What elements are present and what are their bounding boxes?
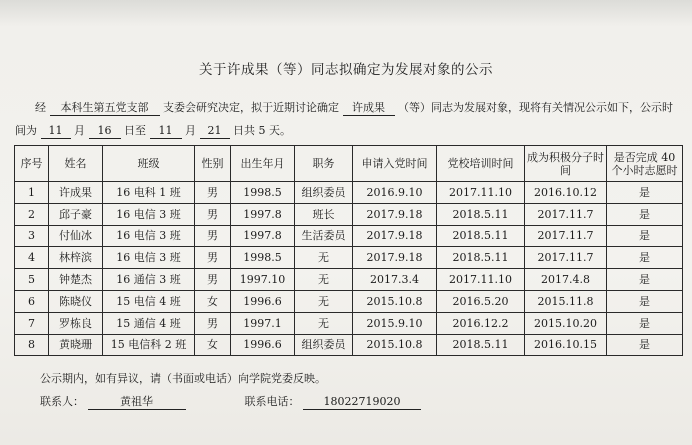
table-cell: 2018.5.11	[437, 334, 525, 356]
table-cell: 男	[195, 247, 231, 269]
table-cell: 16 通信 3 班	[103, 269, 195, 291]
table-cell: 2015.10.20	[525, 312, 607, 334]
table-cell: 男	[195, 182, 231, 204]
table-cell: 15 通信 4 班	[103, 312, 195, 334]
month-label: 月	[74, 124, 85, 137]
table-cell: 付仙冰	[49, 225, 103, 247]
end-day: 21	[200, 123, 230, 139]
table-cell: 1996.6	[231, 334, 295, 356]
table-cell: 2017.11.10	[437, 182, 525, 204]
table-cell: 2018.5.11	[437, 225, 525, 247]
period-prefix: 间为	[15, 124, 37, 137]
page-title: 关于许成果（等）同志拟确定为发展对象的公示	[199, 62, 493, 78]
table-cell: 15 电信科 2 班	[103, 334, 195, 356]
intro-suffix: （等）同志为发展对象，现将有关情况公示如下，公示时	[398, 101, 673, 114]
contact-label: 联系人：	[40, 395, 84, 408]
table-cell: 2016.9.10	[353, 182, 437, 204]
table-cell: 钟楚杰	[49, 269, 103, 291]
col-header: 性别	[195, 146, 231, 182]
col-header: 职务	[295, 146, 353, 182]
table-cell: 2016.5.20	[437, 290, 525, 312]
table-cell: 无	[295, 312, 353, 334]
period-suffix: 日共 5 天。	[233, 124, 291, 137]
table-cell: 7	[15, 312, 49, 334]
table-cell: 16 电信 3 班	[103, 247, 195, 269]
month-label-2: 月	[185, 124, 196, 137]
table-cell: 女	[195, 334, 231, 356]
intro-line-1	[15, 96, 680, 119]
table-cell: 2	[15, 203, 49, 225]
col-header: 申请入党时间	[353, 146, 437, 182]
table-cell: 男	[195, 225, 231, 247]
col-header: 是否完成 40 个小时志愿时	[607, 146, 683, 182]
table-cell: 无	[295, 269, 353, 291]
table-cell: 男	[195, 203, 231, 225]
table-header-row	[15, 146, 683, 182]
table-cell: 2017.11.7	[525, 247, 607, 269]
col-header: 序号	[15, 146, 49, 182]
table-cell: 2017.4.8	[525, 269, 607, 291]
table-cell: 1998.5	[231, 247, 295, 269]
table-cell: 是	[607, 203, 683, 225]
table-cell: 8	[15, 334, 49, 356]
table-body	[15, 182, 683, 356]
table-cell: 2017.11.7	[525, 225, 607, 247]
table-cell: 2017.11.10	[437, 269, 525, 291]
table-cell: 3	[15, 225, 49, 247]
table-cell: 男	[195, 269, 231, 291]
table-cell: 6	[15, 290, 49, 312]
table-cell: 是	[607, 334, 683, 356]
table-cell: 是	[607, 225, 683, 247]
intro-prefix: 经	[35, 101, 46, 114]
intro-paragraph	[15, 96, 680, 142]
col-header: 出生年月	[231, 146, 295, 182]
start-month: 11	[41, 123, 71, 139]
table-row	[15, 203, 683, 225]
col-header: 成为积极分子时间	[525, 146, 607, 182]
table-cell: 2015.11.8	[525, 290, 607, 312]
start-day: 16	[89, 123, 121, 139]
table-row	[15, 334, 683, 356]
table-cell: 黄晓珊	[49, 334, 103, 356]
table-cell: 2015.9.10	[353, 312, 437, 334]
table-cell: 无	[295, 247, 353, 269]
contact-name: 黄祖华	[88, 394, 186, 410]
intro-line-2	[15, 119, 680, 142]
table-cell: 是	[607, 312, 683, 334]
table-cell: 女	[195, 290, 231, 312]
table-cell: 2015.10.8	[353, 334, 437, 356]
objection-notice: 公示期内，如有异议，请（书面或电话）向学院党委反映。	[40, 372, 326, 385]
table-row	[15, 247, 683, 269]
col-header: 姓名	[49, 146, 103, 182]
phone-number: 18022719020	[303, 394, 421, 410]
table-cell: 2017.11.7	[525, 203, 607, 225]
end-month: 11	[150, 123, 182, 139]
col-header: 党校培训时间	[437, 146, 525, 182]
table-cell: 班长	[295, 203, 353, 225]
candidate-name: 许成果	[343, 100, 395, 116]
candidates-table	[14, 145, 683, 356]
table-cell: 无	[295, 290, 353, 312]
table-cell: 1997.8	[231, 225, 295, 247]
phone-label: 联系电话：	[244, 395, 300, 408]
table-row	[15, 182, 683, 204]
table-row	[15, 312, 683, 334]
table-cell: 男	[195, 312, 231, 334]
table-cell: 组织委员	[295, 182, 353, 204]
table-cell: 16 电科 1 班	[103, 182, 195, 204]
table-cell: 1997.8	[231, 203, 295, 225]
table-cell: 许成果	[49, 182, 103, 204]
table-cell: 15 电信 4 班	[103, 290, 195, 312]
branch-name: 本科生第五党支部	[50, 100, 160, 116]
table-cell: 2016.10.15	[525, 334, 607, 356]
day-to-label: 日至	[124, 124, 146, 137]
table-cell: 是	[607, 290, 683, 312]
contact-line	[40, 393, 640, 410]
table-row	[15, 290, 683, 312]
table-cell: 2018.5.11	[437, 203, 525, 225]
table-cell: 1998.5	[231, 182, 295, 204]
table-cell: 1996.6	[231, 290, 295, 312]
table-cell: 16 电信 3 班	[103, 203, 195, 225]
table-cell: 1	[15, 182, 49, 204]
col-header: 班级	[103, 146, 195, 182]
table-cell: 2016.12.2	[437, 312, 525, 334]
table-cell: 1997.1	[231, 312, 295, 334]
table-cell: 罗栋良	[49, 312, 103, 334]
table-cell: 5	[15, 269, 49, 291]
table-row	[15, 269, 683, 291]
table-cell: 1997.10	[231, 269, 295, 291]
intro-mid: 支委会研究决定，拟于近期讨论确定	[163, 101, 339, 114]
table-cell: 2015.10.8	[353, 290, 437, 312]
table-cell: 2018.5.11	[437, 247, 525, 269]
table-cell: 4	[15, 247, 49, 269]
table-row	[15, 225, 683, 247]
table-cell: 陈晓仪	[49, 290, 103, 312]
table-cell: 邱子豪	[49, 203, 103, 225]
table-cell: 林梓滨	[49, 247, 103, 269]
table-cell: 2017.3.4	[353, 269, 437, 291]
table-cell: 是	[607, 269, 683, 291]
table-cell: 是	[607, 247, 683, 269]
table-cell: 生活委员	[295, 225, 353, 247]
table-cell: 2017.9.18	[353, 247, 437, 269]
table-cell: 是	[607, 182, 683, 204]
table-cell: 16 电信 3 班	[103, 225, 195, 247]
table-cell: 组织委员	[295, 334, 353, 356]
table-cell: 2016.10.12	[525, 182, 607, 204]
table-cell: 2017.9.18	[353, 203, 437, 225]
table-cell: 2017.9.18	[353, 225, 437, 247]
